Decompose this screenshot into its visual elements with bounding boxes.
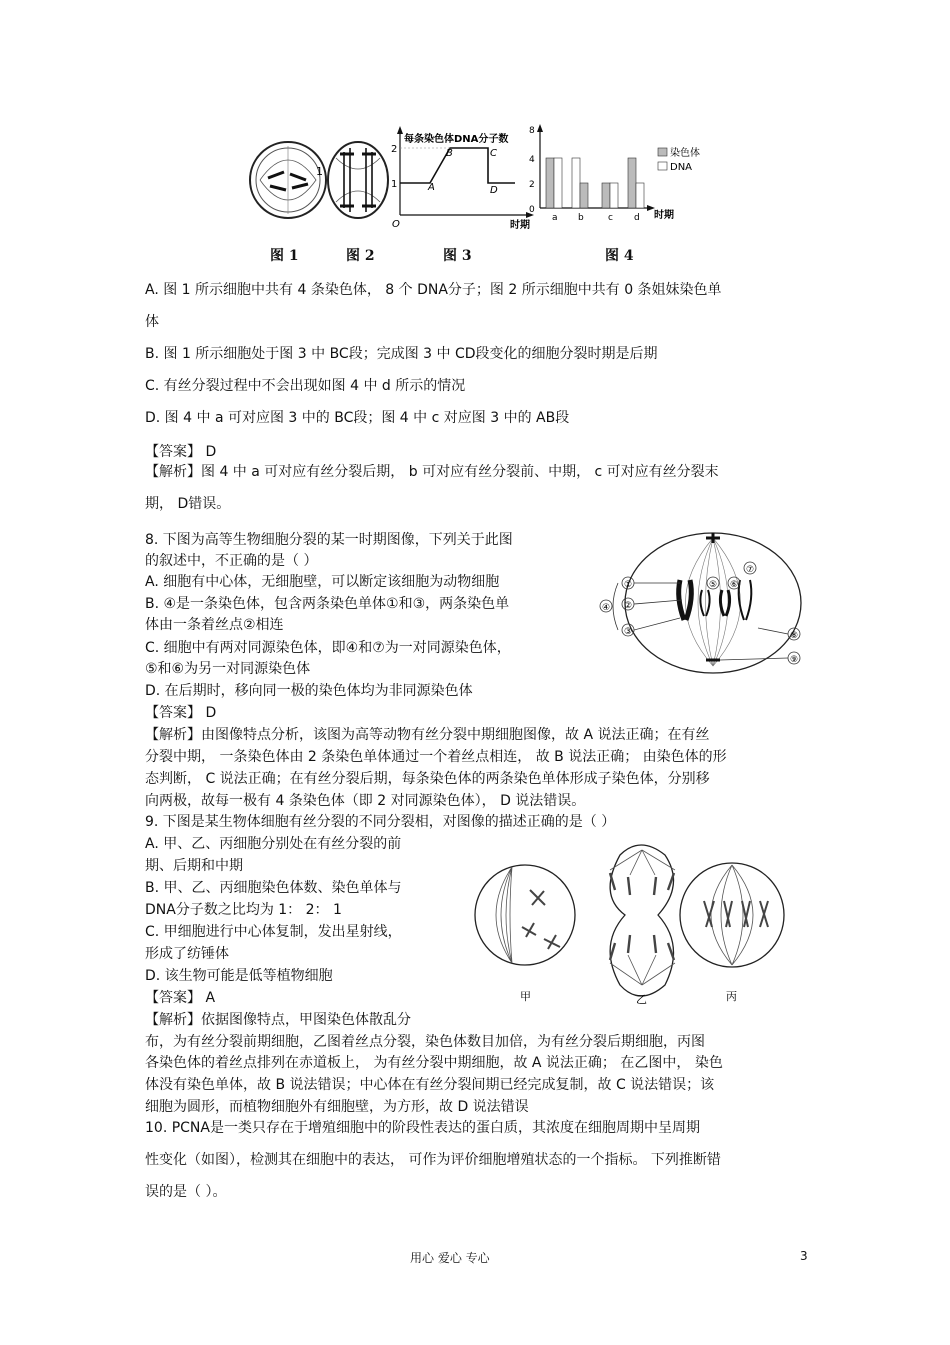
label-yi: 乙	[636, 993, 647, 1006]
fig4-bar-d-dna	[636, 183, 644, 208]
q10-line3: 误的是（ ）。	[145, 1184, 227, 1200]
q8-label-9: ⑨	[790, 655, 799, 665]
cell-bing	[680, 863, 784, 967]
q7-option-a-line1: A. 图 1 所示细胞中共有 4 条染色体， 8 个 DNA分子；图 2 所示细胞中共有 0 条姐妹染色单	[145, 282, 722, 298]
fig4-xlabel: 时期	[654, 210, 674, 221]
label-jia: 甲	[520, 990, 531, 1003]
q9-cells-figure	[470, 835, 790, 1010]
fig4-chart	[537, 124, 667, 211]
q8-option-a: A. 细胞有中心体，无细胞壁，可以断定该细胞为动物细胞	[145, 574, 500, 590]
q8-option-c-line1: C. 细胞中有两对同源染色体，即④和⑦为一对同源染色体，	[145, 640, 511, 656]
fig4-bar-a-chrom	[546, 158, 554, 208]
fig3-ytick-1: 1	[391, 179, 398, 190]
fig4-legend-dna: DNA	[670, 162, 693, 173]
q9-stem: 9. 下图是某生物体细胞有丝分裂的不同分裂相，对图像的描述正确的是（ ）	[145, 814, 616, 830]
fig1-marker: 1	[316, 165, 323, 178]
top-figure	[240, 120, 710, 270]
q8-option-c-line2: ⑤和⑥为另一对同源染色体	[145, 661, 311, 677]
fig2-label: 图 2	[346, 248, 375, 264]
q9-answer: 【答案】 A	[145, 990, 216, 1006]
q8-label-5: ⑤	[709, 580, 718, 590]
footer-motto: 用心 爱心 专心	[410, 1251, 490, 1265]
q8-label-2: ②	[624, 601, 633, 611]
fig3-ylabel: 每条染色体DNA分子数	[404, 134, 509, 145]
q7-analysis-line2: 期， D错误。	[145, 496, 231, 512]
fig4-bar-b-chrom	[572, 158, 580, 208]
q9-option-a-line2: 期、后期和中期	[145, 858, 243, 874]
fig1-cell	[250, 142, 326, 218]
fig4-cat-b: b	[578, 213, 584, 223]
q9-analysis-line5: 细胞为圆形，而植物细胞外有细胞壁，为方形，故 D 说法错误	[145, 1099, 529, 1115]
q8-analysis-line3: 态判断， C 说法正确；在有丝分裂后期，每条染色体的两条染色单体形成子染色体，分别移	[145, 771, 710, 787]
fig3-point-c: C	[490, 148, 497, 159]
q8-label-3: ③	[624, 627, 633, 637]
fig3-point-d: D	[490, 185, 498, 196]
q8-stem-line2: 的叙述中，不正确的是（ ）	[145, 553, 318, 569]
q9-option-b-line2: DNA分子数之比均为 1： 2： 1	[145, 902, 342, 918]
fig4-ytick-4: 4	[529, 155, 535, 165]
q9-option-d: D. 该生物可能是低等植物细胞	[145, 968, 333, 984]
q8-label-7: ⑦	[746, 565, 755, 575]
q8-analysis-line1: 【解析】由图像特点分析，该图为高等动物有丝分裂中期细胞图像，故 A 说法正确；在有丝	[145, 727, 710, 743]
q8-answer: 【答案】 D	[145, 705, 217, 721]
fig3-label: 图 3	[443, 248, 472, 264]
q8-stem-line1: 8. 下图为高等生物细胞分裂的某一时期图像，下列关于此图	[145, 532, 513, 548]
fig3-xlabel: 时期	[510, 220, 530, 231]
q9-analysis-line3: 各染色体的着丝点排列在赤道板上， 为有丝分裂中期细胞，故 A 说法正确； 在乙图中， 染色	[145, 1055, 723, 1071]
q7-option-b: B. 图 1 所示细胞处于图 3 中 BC段；完成图 3 中 CD段变化的细胞分裂时期是后期	[145, 346, 658, 362]
page-number: 3	[800, 1249, 808, 1263]
cell-jia	[475, 865, 575, 965]
q7-answer: 【答案】 D	[145, 444, 217, 460]
label-bing: 丙	[726, 990, 737, 1003]
q9-option-c-line1: C. 甲细胞进行中心体复制，发出星射线，	[145, 924, 402, 940]
q7-option-a-line2: 体	[145, 314, 159, 330]
fig2-cell	[328, 142, 388, 218]
q9-analysis-line1: 【解析】依据图像特点，甲图染色体散乱分	[145, 1012, 411, 1028]
q7-option-c: C. 有丝分裂过程中不会出现如图 4 中 d 所示的情况	[145, 378, 466, 394]
q8-label-6: ⑥	[730, 580, 739, 590]
fig4-cat-d: d	[634, 213, 640, 223]
q8-label-1: ①	[624, 580, 633, 590]
q8-label-4: ④	[602, 603, 611, 613]
q9-option-b-line1: B. 甲、乙、丙细胞染色体数、染色单体与	[145, 880, 402, 896]
q9-analysis-line4: 体没有染色单体，故 B 说法错误；中心体在有丝分裂间期已经完成复制，故 C 说法错误；该	[145, 1077, 715, 1093]
q9-option-c-line2: 形成了纺锤体	[145, 946, 229, 962]
fig3-ytick-2: 2	[391, 144, 398, 155]
fig4-ytick-8: 8	[529, 126, 535, 136]
q9-option-a-line1: A. 甲、乙、丙细胞分别处在有丝分裂的前	[145, 836, 402, 852]
fig4-bar-d-chrom	[628, 158, 636, 208]
fig3-point-b: B	[446, 148, 453, 159]
fig4-bar-a-dna	[554, 158, 562, 208]
q8-analysis-line4: 向两极，故每一极有 4 条染色体（即 2 对同源染色体）， D 说法错误。	[145, 793, 586, 809]
fig4-bar-c-chrom	[602, 183, 610, 208]
q8-label-8: ⑧	[790, 631, 799, 641]
fig4-ytick-2: 2	[529, 180, 535, 190]
fig4-legend-chrom: 染色体	[670, 148, 700, 159]
q8-analysis-line2: 分裂中期， 一条染色体由 2 条染色单体通过一个着丝点相连， 故 B 说法正确； 由染色体的形	[145, 749, 727, 765]
fig3-point-a: A	[428, 182, 435, 193]
q10-line2: 性变化（如图），检测其在细胞中的表达， 可作为评价细胞增殖状态的一个指标。 下列推断错	[145, 1152, 721, 1168]
q8-option-d: D. 在后期时，移向同一极的染色体均为非同源染色体	[145, 683, 473, 699]
q7-analysis-line1: 【解析】图 4 中 a 可对应有丝分裂后期， b 可对应有丝分裂前、中期， c 可对应有丝分裂末	[145, 464, 719, 480]
q8-option-b-line1: B. ④是一条染色体，包含两条染色单体①和③，两条染色单	[145, 596, 510, 612]
q9-analysis-line2: 布，为有丝分裂前期细胞，乙图着丝点分裂，染色体数目加倍，为有丝分裂后期细胞，丙图	[145, 1034, 705, 1050]
q10-line1: 10. PCNA是一类只存在于增殖细胞中的阶段性表达的蛋白质，其浓度在细胞周期中呈周期	[145, 1120, 700, 1136]
fig4-ytick-0: 0	[529, 205, 535, 215]
fig4-cat-c: c	[608, 213, 613, 223]
fig1-label: 图 1	[270, 248, 299, 264]
fig4-label: 图 4	[605, 248, 634, 264]
fig4-bar-b-dna	[580, 183, 588, 208]
cell-yi	[610, 845, 675, 996]
q7-option-d: D. 图 4 中 a 可对应图 3 中的 BC段；图 4 中 c 对应图 3 中的 AB段	[145, 410, 570, 426]
fig4-cat-a: a	[552, 213, 558, 223]
fig3-origin: O	[392, 219, 400, 230]
q8-option-b-line2: 体由一条着丝点②相连	[145, 617, 284, 633]
q8-cell-figure	[598, 528, 810, 678]
fig4-bar-c-dna	[610, 183, 618, 208]
